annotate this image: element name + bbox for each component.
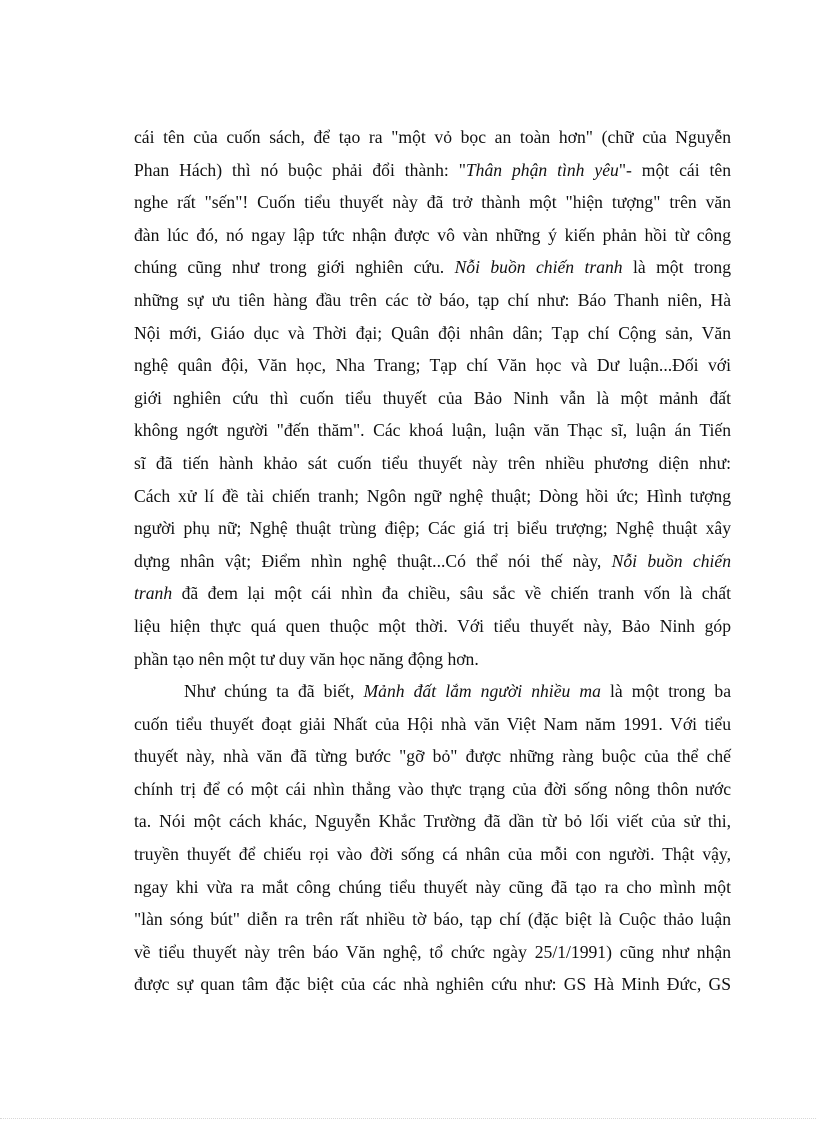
paragraph-1-line-16: liệu hiện thực quá quen thuộc một thời. Với tiểu thuyết này, Bảo Ninh góp (134, 615, 731, 636)
paragraph-1-line-2: Phan Hách) thì nó buộc phải đổi thành: "Thân phận tình yêu"- một cái tên (134, 159, 732, 180)
book-title-than-phan-tinh-yeu: Thân phận tình yêu (465, 159, 619, 180)
paragraph-1-line-14: dựng nhân vật; Điểm nhìn nghệ thuật...Có thể nói thế này, Nỗi buồn chiến (134, 550, 731, 571)
paragraph-1-line-7: Nội mới, Giáo dục và Thời đại; Quân đội nhân dân; Tạp chí Cộng sản, Văn (134, 322, 731, 343)
paragraph-1-line-4: đàn lúc đó, nó ngay lập tức nhận được vô vàn những ý kiến phản hồi từ công (134, 224, 731, 245)
paragraph-1-line-17: phần tạo nên một tư duy văn học năng động hơn. (134, 648, 479, 669)
book-title-noi-buon-chien-tranh-part-2: tranh (134, 583, 173, 604)
page-bottom-edge (0, 1118, 816, 1119)
book-title-noi-buon-chien-tranh: Nỗi buồn chiến tranh (454, 257, 623, 278)
paragraph-2-line-3: thuyết này, nhà văn đã từng bước "gỡ bỏ" được những ràng buộc của thể chế (134, 746, 731, 767)
paragraph-1-line-8: nghệ quân đội, Văn học, Nha Trang; Tạp chí Văn học và Dư luận...Đối với (134, 355, 731, 376)
paragraph-2-line-7: ngay khi vừa ra mắt công chúng tiểu thuyết này cũng đã tạo ra cho mình một (134, 876, 731, 897)
paragraph-2-line-6: truyền thuyết để chiếu rọi vào đời sống cá nhân của mỗi con người. Thật vậy, (134, 844, 731, 865)
paragraph-1-line-11: sĩ đã tiến hành khảo sát cuốn tiểu thuyết này trên nhiều phương diện như: (134, 452, 731, 473)
paragraph-1-line-10: không ngớt người "đến thăm". Các khoá luận, luận văn Thạc sĩ, luận án Tiến (134, 420, 731, 441)
paragraph-1-line-3: nghe rất "sến"! Cuốn tiểu thuyết này đã trở thành một "hiện tượng" trên văn (134, 192, 731, 213)
book-title-manh-dat-lam-nguoi-nhieu-ma: Mảnh đất lắm người nhiều ma (363, 681, 601, 702)
paragraph-2 (134, 675, 731, 1001)
paragraph-1-line-15: tranh đã đem lại một cái nhìn đa chiều, sâu sắc về chiến tranh vốn là chất (134, 583, 731, 604)
paragraph-1-line-9: giới nghiên cứu thì cuốn tiểu thuyết của Bảo Ninh vẫn là một mảnh đất (134, 387, 731, 408)
paragraph-2-line-9: về tiểu thuyết này trên báo Văn nghệ, tổ chức ngày 25/1/1991) cũng như nhận (134, 941, 731, 962)
paragraph-2-line-1: Như chúng ta đã biết, Mảnh đất lắm người nhiều ma là một trong ba (184, 681, 732, 702)
paragraph-1-line-5: chúng cũng như trong giới nghiên cứu. Nỗi buồn chiến tranh là một trong (134, 257, 731, 278)
paragraph-1-line-1: cái tên của cuốn sách, để tạo ra "một vỏ bọc an toàn hơn" (chữ của Nguyễn (134, 127, 731, 147)
paragraph-2-line-10: được sự quan tâm đặc biệt của các nhà nghiên cứu như: GS Hà Minh Đức, GS (134, 974, 731, 995)
paragraph-1-line-13: người phụ nữ; Nghệ thuật trùng điệp; Các giá trị biểu trượng; Nghệ thuật xây (134, 518, 731, 539)
paragraph-1-line-6: những sự ưu tiên hàng đầu trên các tờ báo, tạp chí như: Báo Thanh niên, Hà (134, 289, 731, 310)
paragraph-1-line-12: Cách xử lí đề tài chiến tranh; Ngôn ngữ nghệ thuật; Dòng hồi ức; Hình tượng (134, 485, 731, 506)
paragraph-2-line-2: cuốn tiểu thuyết đoạt giải Nhất của Hội nhà văn Việt Nam năm 1991. Với tiểu (134, 713, 731, 734)
paragraph-2-line-8: "làn sóng bút" diễn ra trên rất nhiều tờ báo, tạp chí (đặc biệt là Cuộc thảo luận (134, 909, 731, 930)
body-text (134, 121, 731, 1001)
paragraph-1 (134, 121, 731, 675)
paragraph-2-line-4: chính trị để có một cái nhìn thẳng vào thực trạng của đời sống nông thôn nước (134, 778, 731, 799)
book-title-noi-buon-chien-tranh-part-1: Nỗi buồn chiến (611, 550, 731, 571)
paragraph-2-line-5: ta. Nói một cách khác, Nguyễn Khắc Trường đã dần từ bỏ lối viết của sử thi, (134, 811, 731, 832)
